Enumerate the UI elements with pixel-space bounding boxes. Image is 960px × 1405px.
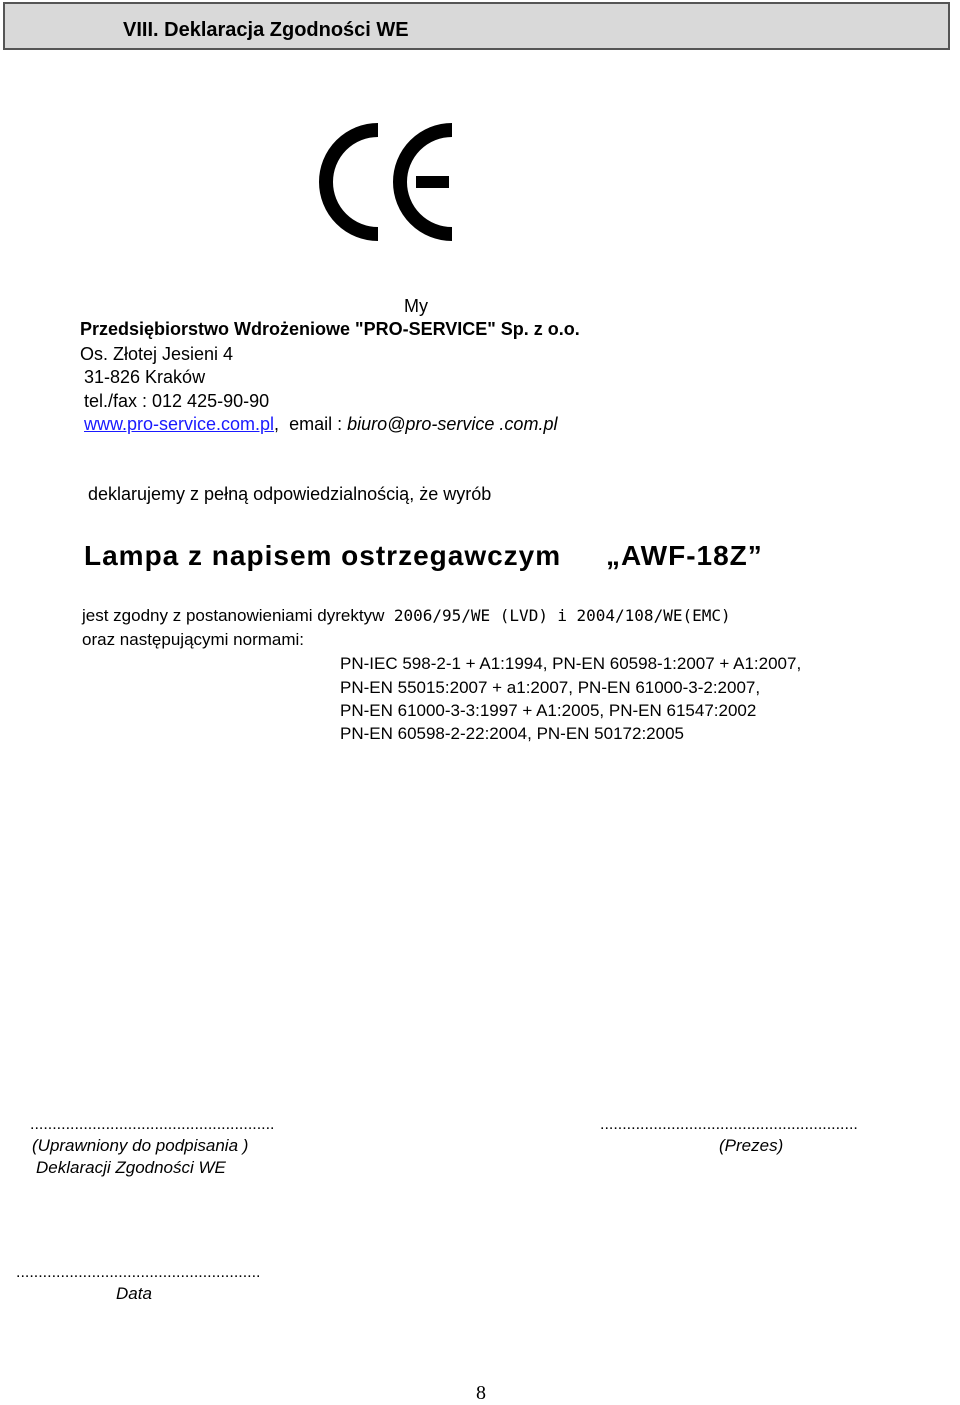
directive-emc: 2004/108/WE(EMC) — [576, 606, 731, 625]
section-title: VIII. Deklaracja Zgodności WE — [123, 19, 409, 41]
date-line: ....................................................... — [16, 1264, 261, 1281]
website-link[interactable]: www.pro-service.com.pl — [84, 414, 275, 434]
company-phone: tel./fax : 012 425-90-90 — [84, 391, 270, 411]
ce-mark-icon — [318, 122, 460, 242]
signature-line-president: .......................................................... — [600, 1116, 858, 1133]
product-model: „AWF-18Z” — [606, 540, 763, 571]
date-label: Data — [116, 1284, 152, 1303]
email-address[interactable]: biuro@pro-service .com.pl — [347, 414, 558, 434]
company-address-street: Os. Złotej Jesieni 4 — [80, 344, 234, 364]
signature-label-authorized: (Uprawniony do podpisania ) — [32, 1136, 249, 1155]
company-my: My — [404, 296, 428, 316]
company-address-city: 31-826 Kraków — [84, 367, 206, 387]
directive-conjunction: i — [557, 606, 568, 625]
compliance-text: jest zgodny z postanowieniami dyrektyw — [82, 606, 385, 625]
page-number: 8 — [476, 1382, 486, 1404]
compliance-line — [82, 606, 731, 626]
section-header — [3, 2, 950, 50]
signature-line-authorized: ....................................................... — [30, 1116, 275, 1133]
product-name: Lampa z napisem ostrzegawczym — [84, 540, 562, 571]
company-contact-line — [84, 414, 557, 435]
declaration-intro: deklarujemy z pełną odpowiedzialnością, że wyrób — [88, 484, 492, 504]
standards-line: PN-EN 55015:2007 + a1:2007, PN-EN 61000-3-2:2007, — [340, 678, 761, 697]
signature-label-declaration: Deklaracji Zgodności WE — [36, 1158, 226, 1177]
standards-line: PN-IEC 598-2-1 + A1:1994, PN-EN 60598-1:2007 + A1:2007, — [340, 654, 802, 673]
standards-line: PN-EN 60598-2-22:2004, PN-EN 50172:2005 — [340, 724, 684, 743]
email-label: email : — [289, 414, 343, 434]
signature-label-president: (Prezes) — [719, 1136, 784, 1155]
separator-comma: , — [274, 414, 280, 434]
standards-line: PN-EN 61000-3-3:1997 + A1:2005, PN-EN 61547:2002 — [340, 701, 757, 720]
standards-intro: oraz następującymi normami: — [82, 630, 305, 649]
company-name: Przedsiębiorstwo Wdrożeniowe "PRO-SERVICE" Sp. z o.o. — [80, 319, 580, 339]
directive-lvd: 2006/95/WE (LVD) — [393, 606, 548, 625]
